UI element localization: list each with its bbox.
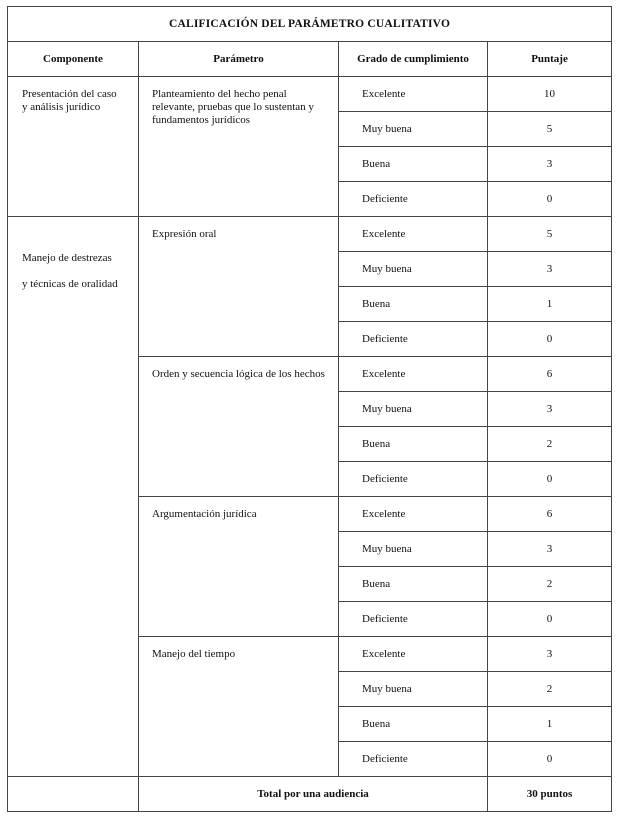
header-grade: Grado de cumplimiento: [339, 42, 488, 77]
table-row: [8, 217, 612, 252]
score-cell: 10: [488, 77, 612, 112]
table-title: CALIFICACIÓN DEL PARÁMETRO CUALITATIVO: [8, 7, 612, 42]
score-cell: 5: [488, 217, 612, 252]
header-row: [8, 42, 612, 77]
grade-cell: Muy buena: [339, 112, 488, 147]
grade-cell: Deficiente: [339, 462, 488, 497]
score-cell: 1: [488, 707, 612, 742]
table-row: [8, 77, 612, 112]
score-cell: 3: [488, 147, 612, 182]
parameter-cell: Orden y secuencia lógica de los hechos: [139, 357, 339, 497]
score-cell: 2: [488, 427, 612, 462]
grade-cell: Buena: [339, 427, 488, 462]
grade-cell: Buena: [339, 147, 488, 182]
header-score: Puntaje: [488, 42, 612, 77]
header-parameter: Parámetro: [139, 42, 339, 77]
component-label: y análisis jurídico: [22, 101, 101, 113]
grade-cell: Deficiente: [339, 182, 488, 217]
score-cell: 6: [488, 497, 612, 532]
score-cell: 3: [488, 392, 612, 427]
grade-cell: Muy buena: [339, 532, 488, 567]
parameter-cell: Planteamiento del hecho penal relevante, pruebas que lo sustentan y fundamentos jurídicos: [139, 77, 339, 217]
score-cell: 0: [488, 182, 612, 217]
total-label: Total por una audiencia: [139, 777, 488, 812]
grade-cell: Deficiente: [339, 322, 488, 357]
parameter-cell: Manejo del tiempo: [139, 637, 339, 777]
total-row: [8, 777, 612, 812]
grade-cell: Deficiente: [339, 742, 488, 777]
grade-cell: Buena: [339, 567, 488, 602]
score-cell: 0: [488, 742, 612, 777]
total-empty-cell: [8, 777, 139, 812]
parameter-cell: Expresión oral: [139, 217, 339, 357]
score-cell: 2: [488, 672, 612, 707]
total-value: 30 puntos: [488, 777, 612, 812]
qualitative-grading-table: [7, 6, 612, 812]
grade-cell: Buena: [339, 287, 488, 322]
component-label: y técnicas de oralidad: [22, 278, 118, 290]
header-component: Componente: [8, 42, 139, 77]
grade-cell: Excelente: [339, 497, 488, 532]
grade-cell: Muy buena: [339, 672, 488, 707]
parameter-cell: Argumentación jurídica: [139, 497, 339, 637]
component-label: Manejo de destrezas: [22, 252, 112, 264]
grade-cell: Excelente: [339, 77, 488, 112]
component-cell: [8, 77, 139, 217]
grade-cell: Excelente: [339, 217, 488, 252]
grade-cell: Muy buena: [339, 252, 488, 287]
grade-cell: Muy buena: [339, 392, 488, 427]
score-cell: 5: [488, 112, 612, 147]
score-cell: 0: [488, 602, 612, 637]
grade-cell: Excelente: [339, 637, 488, 672]
component-label: Presentación del caso: [22, 88, 117, 100]
score-cell: 2: [488, 567, 612, 602]
score-cell: 3: [488, 252, 612, 287]
score-cell: 0: [488, 322, 612, 357]
component-cell: [8, 217, 139, 777]
grade-cell: Buena: [339, 707, 488, 742]
score-cell: 1: [488, 287, 612, 322]
score-cell: 3: [488, 637, 612, 672]
grade-cell: Excelente: [339, 357, 488, 392]
score-cell: 6: [488, 357, 612, 392]
score-cell: 3: [488, 532, 612, 567]
score-cell: 0: [488, 462, 612, 497]
title-row: [8, 7, 612, 42]
grade-cell: Deficiente: [339, 602, 488, 637]
